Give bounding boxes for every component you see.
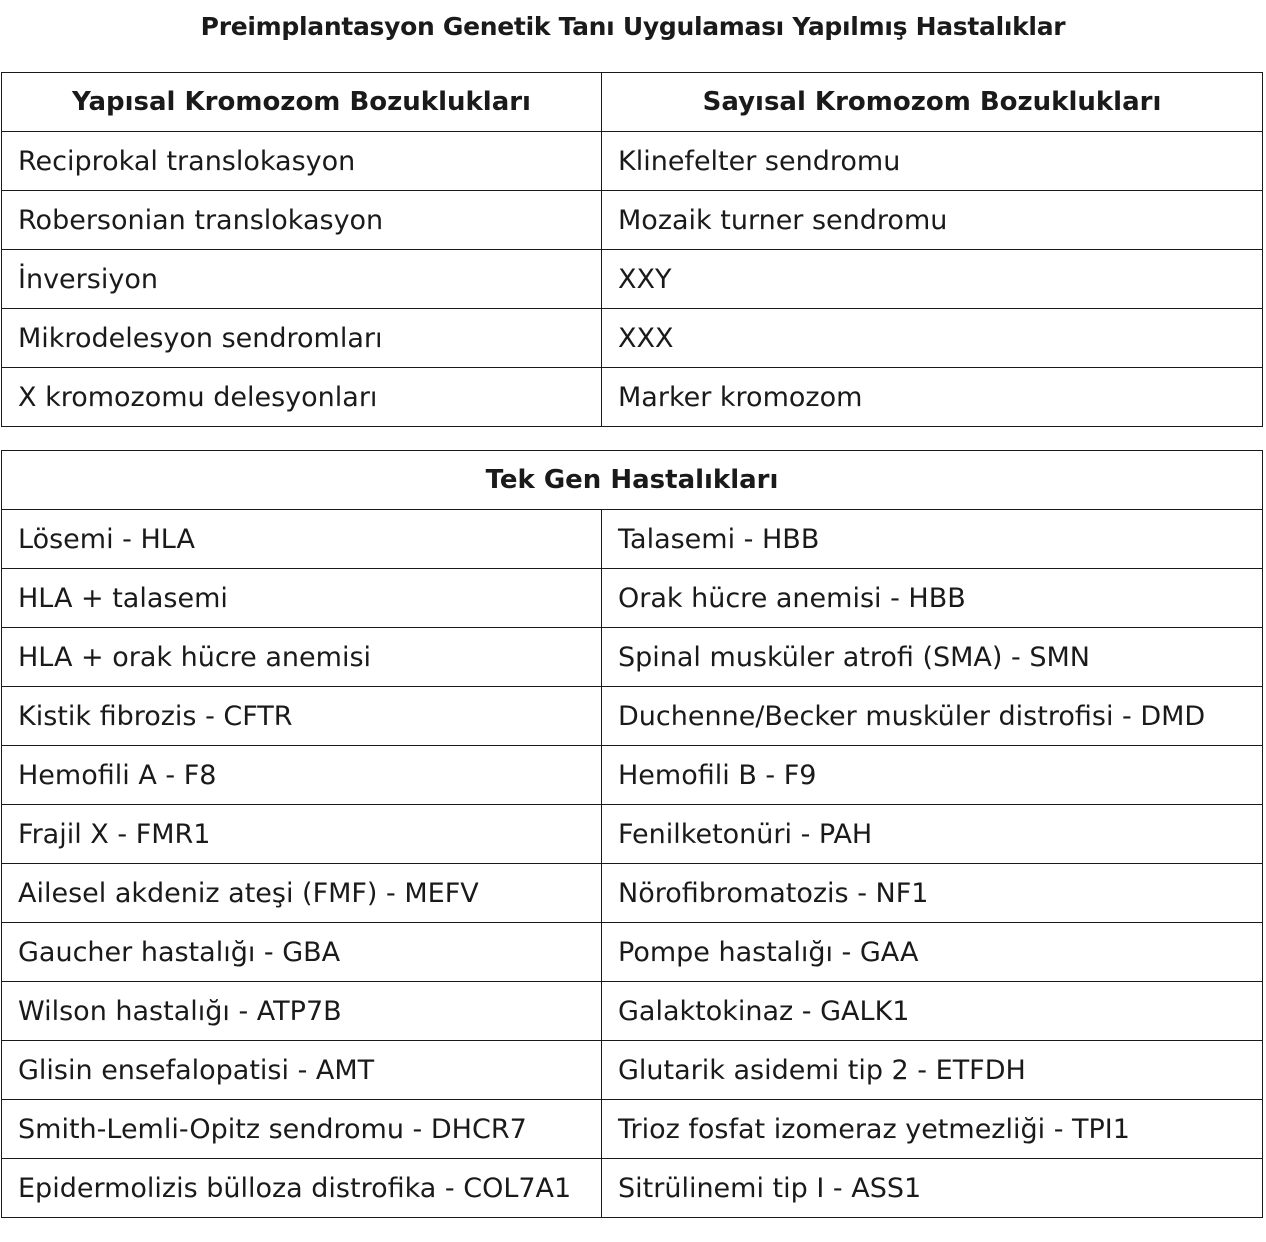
- table-cell-left: Frajil X - FMR1: [2, 805, 602, 864]
- table-cell-left: Ailesel akdeniz ateşi (FMF) - MEFV: [2, 864, 602, 923]
- table-cell-left: Gaucher hastalığı - GBA: [2, 923, 602, 982]
- table-cell-left: X kromozomu delesyonları: [2, 368, 602, 427]
- table-row: [2, 132, 1263, 191]
- table-row: [2, 687, 1263, 746]
- table-cell-left: Kistik fibrozis - CFTR: [2, 687, 602, 746]
- table-row: [2, 250, 1263, 309]
- table-row: [2, 805, 1263, 864]
- table-cell-left: Hemofili A - F8: [2, 746, 602, 805]
- header-single-gene: Tek Gen Hastalıkları: [2, 451, 1263, 510]
- table-cell-right: Marker kromozom: [602, 368, 1263, 427]
- table-row: [2, 1159, 1263, 1218]
- table-row: [2, 368, 1263, 427]
- table-row: [2, 510, 1263, 569]
- table-row: [2, 191, 1263, 250]
- table-cell-right: Talasemi - HBB: [602, 510, 1263, 569]
- document-title: Preimplantasyon Genetik Tanı Uygulaması Yapılmış Hastalıklar: [200, 12, 1066, 41]
- single-gene-disorders-table: [1, 450, 1263, 1218]
- table-row: [2, 982, 1263, 1041]
- table-row: [2, 864, 1263, 923]
- header-structural: Yapısal Kromozom Bozuklukları: [2, 73, 602, 132]
- table-cell-left: Robersonian translokasyon: [2, 191, 602, 250]
- table-cell-right: Fenilketonüri - PAH: [602, 805, 1263, 864]
- table-cell-right: Hemofili B - F9: [602, 746, 1263, 805]
- table-cell-right: XXY: [602, 250, 1263, 309]
- table-cell-right: Galaktokinaz - GALK1: [602, 982, 1263, 1041]
- table-cell-left: İnversiyon: [2, 250, 602, 309]
- table-row: [2, 569, 1263, 628]
- table-cell-left: Smith-Lemli-Opitz sendromu - DHCR7: [2, 1100, 602, 1159]
- table-cell-left: Wilson hastalığı - ATP7B: [2, 982, 602, 1041]
- table-cell-right: Glutarik asidemi tip 2 - ETFDH: [602, 1041, 1263, 1100]
- table-cell-right: Mozaik turner sendromu: [602, 191, 1263, 250]
- table-cell-left: HLA + talasemi: [2, 569, 602, 628]
- table-row: [2, 628, 1263, 687]
- table-row: [2, 746, 1263, 805]
- table-cell-right: Trioz fosfat izomeraz yetmezliği - TPI1: [602, 1100, 1263, 1159]
- table-cell-right: Sitrülinemi tip I - ASS1: [602, 1159, 1263, 1218]
- table-cell-right: Orak hücre anemisi - HBB: [602, 569, 1263, 628]
- table-header-row: [2, 73, 1263, 132]
- table-cell-right: Spinal musküler atrofi (SMA) - SMN: [602, 628, 1263, 687]
- table-row: [2, 1041, 1263, 1100]
- table-row: [2, 309, 1263, 368]
- table-cell-right: Klinefelter sendromu: [602, 132, 1263, 191]
- table-cell-left: Lösemi - HLA: [2, 510, 602, 569]
- table-cell-left: Epidermolizis bülloza distrofika - COL7A1: [2, 1159, 602, 1218]
- table-header-row: [2, 451, 1263, 510]
- table-cell-right: Nörofibromatozis - NF1: [602, 864, 1263, 923]
- table-row: [2, 1100, 1263, 1159]
- table-cell-right: XXX: [602, 309, 1263, 368]
- table-cell-left: Glisin ensefalopatisi - AMT: [2, 1041, 602, 1100]
- table-cell-right: Duchenne/Becker musküler distrofisi - DMD: [602, 687, 1263, 746]
- table-row: [2, 923, 1263, 982]
- table-cell-left: Reciprokal translokasyon: [2, 132, 602, 191]
- table-cell-left: HLA + orak hücre anemisi: [2, 628, 602, 687]
- header-numerical: Sayısal Kromozom Bozuklukları: [602, 73, 1263, 132]
- table-cell-left: Mikrodelesyon sendromları: [2, 309, 602, 368]
- chromosome-disorders-table: [1, 72, 1263, 427]
- table-cell-right: Pompe hastalığı - GAA: [602, 923, 1263, 982]
